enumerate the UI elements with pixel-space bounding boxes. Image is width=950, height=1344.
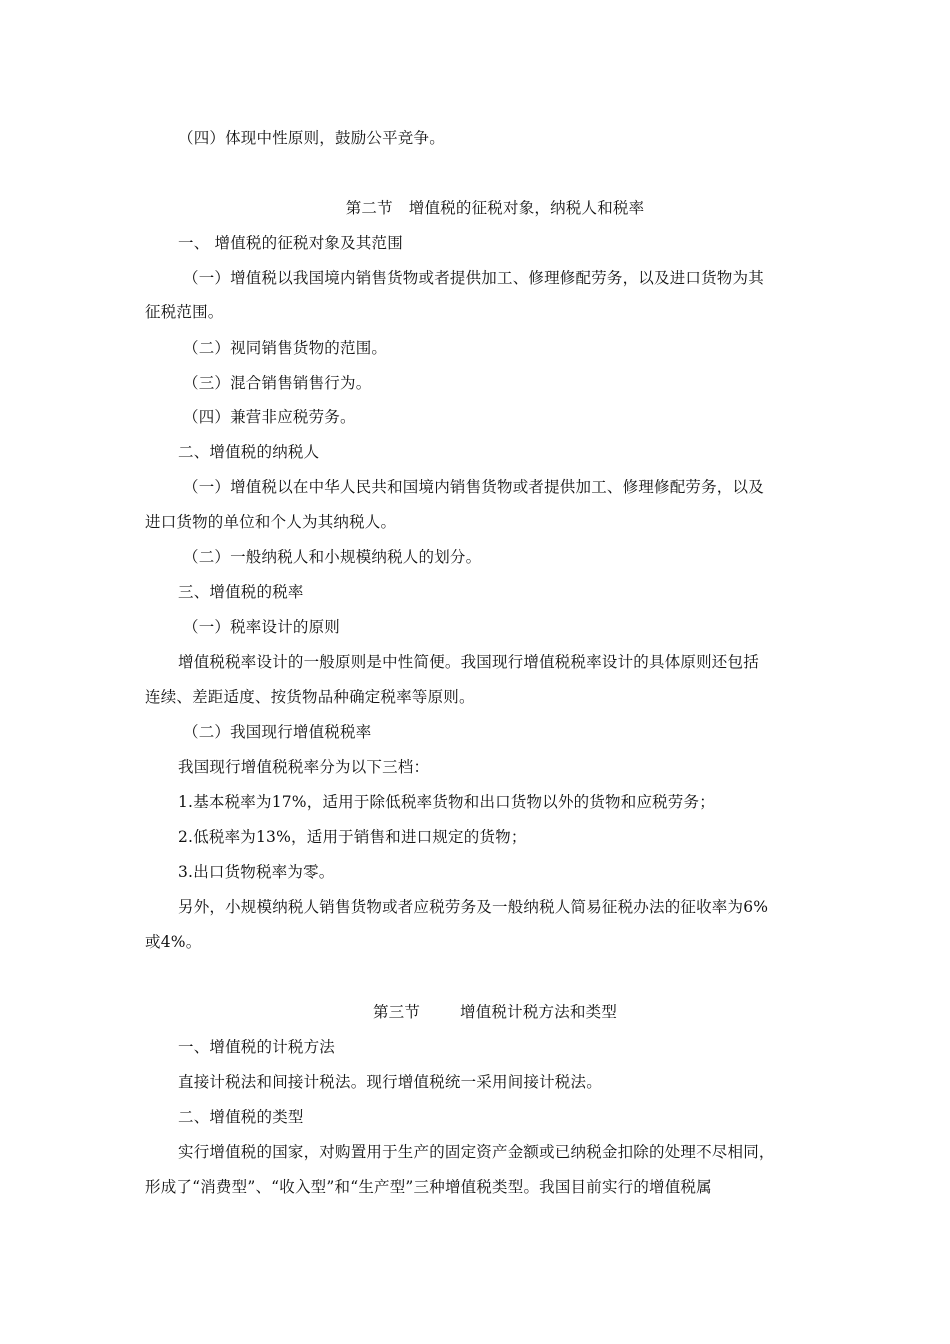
heading-taxpayers: 二、增值税的纳税人 bbox=[178, 443, 320, 461]
paragraph-line: 或4%。 bbox=[145, 933, 202, 951]
paragraph-line: 征税范围。 bbox=[145, 303, 224, 321]
paragraph-line: （二）视同销售货物的范围。 bbox=[183, 339, 388, 357]
paragraph-line: （一）增值税以我国境内销售货物或者提供加工、修理修配劳务，以及进口货物为其 bbox=[183, 269, 764, 287]
section-3-title: 增值税计税方法和类型 bbox=[460, 1003, 618, 1021]
list-item-rate-2: 2.低税率为13%，适用于销售和进口规定的货物； bbox=[178, 828, 527, 846]
section-3-number: 第三节 bbox=[372, 1003, 421, 1021]
heading-calculation-method: 一、增值税的计税方法 bbox=[178, 1038, 336, 1056]
paragraph-line: 实行增值税的国家，对购置用于生产的固定资产金额或已纳税金扣除的处理不尽相同， bbox=[178, 1143, 775, 1161]
paragraph-line: （二）我国现行增值税税率 bbox=[183, 723, 372, 741]
paragraph-line: 我国现行增值税税率分为以下三档： bbox=[178, 758, 430, 776]
paragraph-line: （三）混合销售销售行为。 bbox=[183, 374, 372, 392]
list-item-rate-1: 1.基本税率为17%，适用于除低税率货物和出口货物以外的货物和应税劳务； bbox=[178, 793, 715, 811]
list-item-rate-3: 3.出口货物税率为零。 bbox=[178, 863, 335, 881]
heading-vat-types: 二、增值税的类型 bbox=[178, 1108, 304, 1126]
paragraph-line: 增值税税率设计的一般原则是中性简便。我国现行增值税税率设计的具体原则还包括 bbox=[178, 653, 759, 671]
heading-taxable-objects: 一、 增值税的征税对象及其范围 bbox=[178, 234, 403, 252]
paragraph-line: （二）一般纳税人和小规模纳税人的划分。 bbox=[183, 548, 482, 566]
paragraph-line: 连续、差距适度、按货物品种确定税率等原则。 bbox=[145, 688, 475, 706]
section-2-title: 增值税的征税对象，纳税人和税率 bbox=[408, 199, 645, 217]
section-heading-2 bbox=[0, 198, 950, 218]
paragraph-principle-4: （四）体现中性原则，鼓励公平竞争。 bbox=[178, 129, 445, 147]
paragraph-line: 进口货物的单位和个人为其纳税人。 bbox=[145, 513, 397, 531]
paragraph-line: 形成了“消费型”、“收入型”和“生产型”三种增值税类型。我国目前实行的增值税属 bbox=[145, 1178, 712, 1196]
paragraph-line: （一）税率设计的原则 bbox=[183, 618, 341, 636]
paragraph-line: （一）增值税以在中华人民共和国境内销售货物或者提供加工、修理修配劳务，以及 bbox=[183, 478, 764, 496]
heading-tax-rates: 三、增值税的税率 bbox=[178, 583, 304, 601]
section-heading-3 bbox=[0, 1002, 950, 1022]
paragraph-line: 直接计税法和间接计税法。现行增值税统一采用间接计税法。 bbox=[178, 1073, 602, 1091]
paragraph-line: （四）兼营非应税劳务。 bbox=[183, 408, 356, 426]
paragraph-line: 另外，小规模纳税人销售货物或者应税劳务及一般纳税人简易征税办法的征收率为6% bbox=[178, 898, 769, 916]
section-2-number: 第二节 bbox=[345, 199, 393, 217]
